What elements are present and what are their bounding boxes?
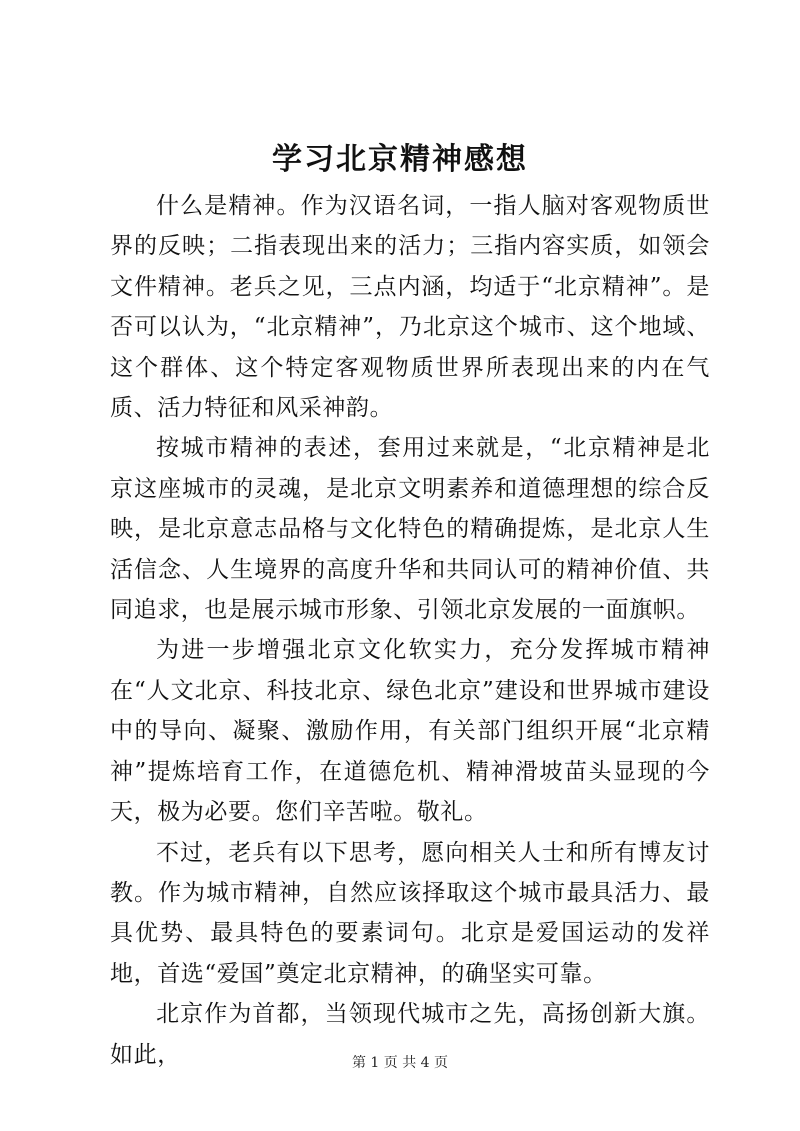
paragraph-1: 什么是精神。作为汉语名词，一指人脑对客观物质世界的反映；二指表现出来的活力；三指内容实质，如领会文件精神。老兵之见，三点内涵，均适于“北京精神”。是否可以认为，“北京精神”，乃北京这个城市、这个地域、这个群体、这个特定客观物质世界所表现出来的内在气质、活力特征和风采神韵。 [110,193,710,422]
paragraph-5: 北京作为首都，当领现代城市之先，高扬创新大旗。如此， [110,1001,710,1068]
paragraph-4: 不过，老兵有以下思考，愿向相关人士和所有博友讨教。作为城市精神，自然应该择取这个城市最具活力、最具优势、最具特色的要素词句。北京是爱国运动的发祥地，首选“爱国”奠定北京精神，的确坚实可靠。 [110,839,710,987]
document-title: 学习北京精神感想 [272,142,528,177]
document-body [110,186,710,1075]
paragraph-2: 按城市精神的表述，套用过来就是，“北京精神是北京这座城市的灵魂，是北京文明素养和道德理想的综合反映，是北京意志品格与文化特色的精确提炼，是北京人生活信念、人生境界的高度升华和共同认可的精神价值、共同追求，也是展示城市形象、引领北京发展的一面旗帜。 [110,435,710,624]
page-footer: 第 1 页 共 4 页 [351,1055,449,1071]
paragraph-3: 为进一步增强北京文化软实力，充分发挥城市精神在“人文北京、科技北京、绿色北京”建设和世界城市建设中的导向、凝聚、激励作用，有关部门组织开展“北京精神”提炼培育工作，在道德危机、精神滑坡苗头显现的今天，极为必要。您们辛苦啦。敬礼。 [110,637,710,826]
